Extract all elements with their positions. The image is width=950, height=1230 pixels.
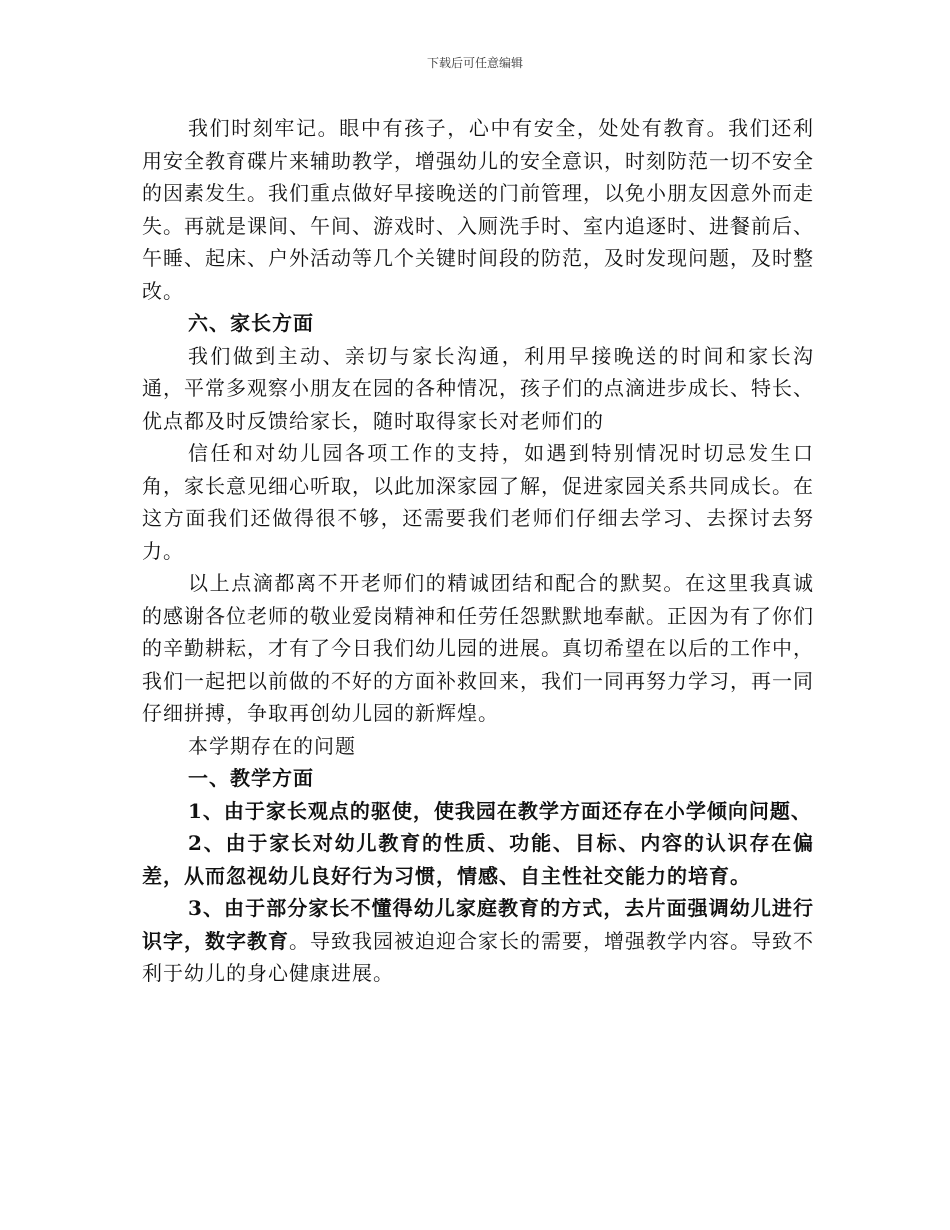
heading-parents: 六、家长方面 [188, 311, 314, 335]
list-item-3 [142, 892, 814, 990]
list-item-1: 1、由于家长观点的驱使，使我园在教学方面还存在小学倾向问题、 [188, 798, 812, 823]
paragraph-parents-trust: 信任和对幼儿园各项工作的支持，如遇到特别情况时切忌发生口角，家长意见细心听取，以此加深家园了解，促进家园关系共同成长。在这方面我们还做得很不够，还需要我们老师们仔细去学习、去探讨去努力。 [142, 441, 814, 563]
paragraph-thanks: 以上点滴都离不开老师们的精诚团结和配合的默契。在这里我真诚的感谢各位老师的敬业爱岗精神和任劳任怨默默地奉献。正因为有了你们的辛勤耕耘，才有了今日我们幼儿园的进展。真切希望在以后的工作中，我们一起把以前做的不好的方面补救回来，我们一同再努力学习，再一同仔细拼搏，争取再创幼儿园的新辉煌。 [142, 571, 814, 725]
list-item-2: 2、由于家长对幼儿教育的性质、功能、目标、内容的认识存在偏差，从而忽视幼儿良好行为习惯，情感、自主性社交能力的培育。 [142, 831, 814, 888]
paragraph-parents-communication: 我们做到主动、亲切与家长沟通，利用早接晚送的时间和家长沟通，平常多观察小朋友在园的各种情况，孩子们的点滴进步成长、特长、优点都及时反馈给家长，随时取得家长对老师们的 [142, 343, 814, 433]
list-item-3-bold: 3、由于部分家长不懂得幼儿家庭教育的方式，去片面强调幼儿进行识字，数字教育 [142, 896, 814, 953]
heading-problems: 本学期存在的问题 [188, 733, 356, 758]
heading-teaching: 一、教学方面 [188, 766, 314, 790]
page-header: 下载后可任意编辑 [426, 56, 523, 70]
document-body [142, 112, 814, 990]
paragraph-safety: 我们时刻牢记。眼中有孩子，心中有安全，处处有教育。我们还利用安全教育碟片来辅助教学，增强幼儿的安全意识，时刻防范一切不安全的因素发生。我们重点做好早接晚送的门前管理，以免小朋友因意外而走失。再就是课间、午间、游戏时、入厕洗手时、室内追逐时、进餐前后、午睡、起床、户外活动等几个关键时间段的防范，及时发现问题，及时整改。 [142, 116, 814, 303]
list-item-3-rest: 。导致我园被迫迎合家长的需要，增强教学内容。导致不利于幼儿的身心健康进展。 [142, 928, 814, 985]
